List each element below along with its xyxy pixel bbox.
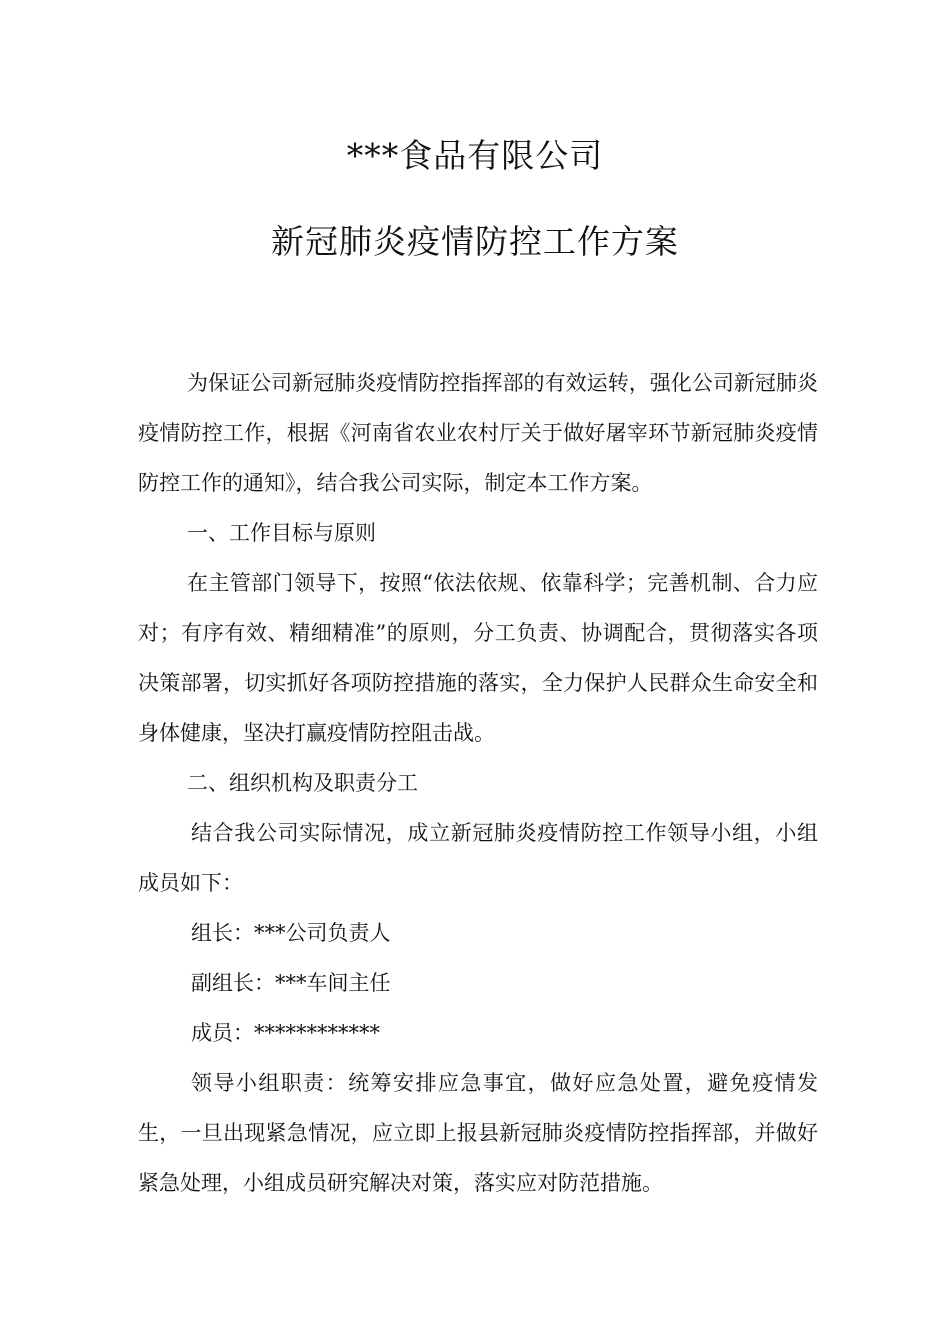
organization-intro-paragraph: 结合我公司实际情况，成立新冠肺炎疫情防控工作领导小组，小组成员如下： [138,821,818,895]
principles-paragraph: 在主管部门领导下，按照“依法依规、依靠科学；完善机制、合力应对；有序有效、精细精准”的原则，分工负责、协调配合，贯彻落实各项决策部署，切实抓好各项防控措施的落实，全力保护人民群众生命安全和身体健康，坚决打赢疫情防控阻击战。 [138,571,818,745]
section-heading-organization: 二、组织机构及职责分工 [187,771,418,795]
deputy-leader-line: 副组长：***车间主任 [191,971,391,995]
members-line: 成员：************ [191,1021,380,1045]
document-title-company: ***食品有限公司 [346,136,604,175]
leader-line: 组长：***公司负责人 [191,921,391,945]
intro-paragraph: 为保证公司新冠肺炎疫情防控指挥部的有效运转，强化公司新冠肺炎疫情防控工作，根据《河南省农业农村厅关于做好屠宰环节新冠肺炎疫情防控工作的通知》，结合我公司实际，制定本工作方案。 [138,371,818,495]
document-title-plan: 新冠肺炎疫情防控工作方案 [271,222,679,261]
document-body [138,358,818,1208]
section-heading-goals: 一、工作目标与原则 [187,521,376,545]
duties-paragraph: 领导小组职责：统筹安排应急事宜，做好应急处置，避免疫情发生，一旦出现紧急情况，应立即上报县新冠肺炎疫情防控指挥部，并做好紧急处理，小组成员研究解决对策，落实应对防范措施。 [138,1071,818,1195]
